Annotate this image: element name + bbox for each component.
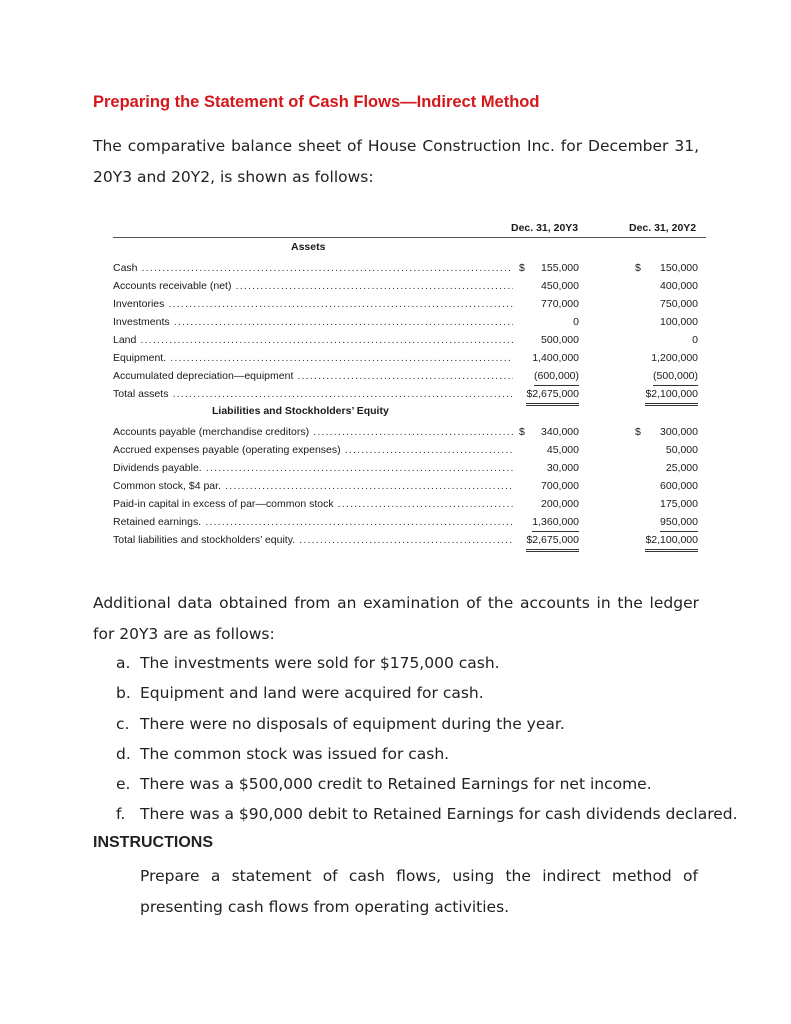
instructions-heading: INSTRUCTIONS (93, 834, 213, 851)
value-20y3: 450,000 (541, 280, 579, 292)
value-20y3: $2,675,000 (526, 531, 579, 552)
row-label: Investments ..... (113, 313, 513, 331)
list-item (93, 678, 738, 708)
table-row (113, 367, 706, 385)
list-item-letter: e. (116, 775, 131, 794)
list-item (93, 769, 738, 799)
value-20y2: 300,000 (660, 426, 698, 438)
currency-symbol: $ (519, 426, 525, 438)
value-20y3: (600,000) (534, 367, 579, 386)
row-label: Equipment. ..... (113, 349, 513, 367)
list-item-text: There were no disposals of equipment during the year. (140, 714, 565, 733)
row-label: Total assets ..... (113, 385, 513, 403)
table-row (113, 259, 706, 277)
table-row (113, 441, 706, 459)
value-20y2: (500,000) (653, 367, 698, 386)
table-row (113, 349, 706, 367)
value-20y2: 0 (692, 334, 698, 346)
additional-data-paragraph: Additional data obtained from an examination of the accounts in the ledger for 20Y3 are as follows: (93, 594, 699, 643)
table-row (113, 295, 706, 313)
column-header-20y3: Dec. 31, 20Y3 (511, 222, 579, 234)
row-label: Dividends payable. ..... (113, 459, 513, 477)
list-item (93, 799, 738, 829)
table-row (113, 313, 706, 331)
row-label: Accounts payable (merchandise creditors) ..... (113, 423, 513, 441)
row-label: Accounts receivable (net) ..... (113, 277, 513, 295)
currency-symbol: $ (519, 262, 525, 274)
intro-paragraph: The comparative balance sheet of House Construction Inc. for December 31, 20Y3 and 20Y2, is shown as follows: (93, 137, 699, 186)
value-20y3: 45,000 (546, 444, 579, 456)
list-item-letter: a. (116, 654, 131, 672)
list-item-text: The common stock was issued for cash. (140, 744, 450, 763)
row-label: Common stock, $4 par. ..... (113, 477, 513, 495)
value-20y3: 1,360,000 (532, 513, 579, 532)
list-item-letter: f. (116, 805, 126, 824)
table-row (113, 495, 706, 513)
value-20y3: 700,000 (541, 480, 579, 492)
list-item (93, 648, 738, 678)
list-item (93, 739, 738, 769)
value-20y2: 100,000 (660, 316, 698, 328)
additional-data-list (93, 648, 738, 830)
list-item (93, 709, 738, 739)
value-20y2: 175,000 (660, 498, 698, 510)
value-20y3: 155,000 (541, 262, 579, 274)
page-title: Preparing the Statement of Cash Flows—Indirect Method (93, 93, 540, 111)
value-20y3: 30,000 (546, 462, 579, 474)
row-label: Land ..... (113, 331, 513, 349)
list-item-letter: d. (116, 744, 131, 763)
row-label: Accrued expenses payable (operating expenses) ..... (113, 441, 513, 459)
list-item-text: There was a $90,000 debit to Retained Earnings for cash dividends declared. (140, 805, 738, 824)
table-row (113, 477, 706, 495)
row-label: Total liabilities and stockholders’ equity. ..... (113, 531, 513, 549)
value-20y3: 0 (573, 316, 579, 328)
value-20y3: 200,000 (541, 498, 579, 510)
liabilities-section-header: Liabilities and Stockholders’ Equity (212, 405, 389, 417)
assets-section-header: Assets (291, 241, 326, 253)
table-row (113, 331, 706, 349)
column-header-20y2: Dec. 31, 20Y2 (629, 222, 697, 234)
list-item-text: There was a $500,000 credit to Retained Earnings for net income. (140, 775, 652, 794)
value-20y3: $2,675,000 (526, 385, 579, 406)
list-item-text: The investments were sold for $175,000 cash. (140, 654, 500, 672)
value-20y3: 1,400,000 (532, 352, 579, 364)
row-label: Cash ..... (113, 259, 513, 277)
value-20y2: 50,000 (665, 444, 698, 456)
table-row (113, 423, 706, 441)
list-item-letter: c. (116, 714, 130, 733)
table-row (113, 277, 706, 295)
value-20y2: 25,000 (665, 462, 698, 474)
instructions-text: Prepare a statement of cash flows, using the indirect method of presenting cash flows from operating activities. (140, 867, 698, 916)
value-20y2: 400,000 (660, 280, 698, 292)
value-20y2: 1,200,000 (651, 352, 698, 364)
list-item-text: Equipment and land were acquired for cash. (140, 684, 484, 703)
value-20y3: 770,000 (541, 298, 579, 310)
row-label: Inventories ..... (113, 295, 513, 313)
value-20y2: 150,000 (660, 262, 698, 274)
value-20y2: 750,000 (660, 298, 698, 310)
value-20y2: 600,000 (660, 480, 698, 492)
value-20y3: 340,000 (541, 426, 579, 438)
table-row (113, 513, 706, 531)
value-20y2: $2,100,000 (645, 385, 698, 406)
table-row-total (113, 385, 706, 403)
table-row (113, 459, 706, 477)
value-20y2: $2,100,000 (645, 531, 698, 552)
row-label: Paid-in capital in excess of par—common stock ..... (113, 495, 513, 513)
value-20y3: 500,000 (541, 334, 579, 346)
list-item-letter: b. (116, 684, 131, 703)
row-label: Retained earnings. ..... (113, 513, 513, 531)
value-20y2: 950,000 (660, 513, 698, 532)
header-rule (113, 237, 706, 238)
currency-symbol: $ (635, 262, 641, 274)
currency-symbol: $ (635, 426, 641, 438)
table-row-total (113, 531, 706, 549)
row-label: Accumulated depreciation—equipment ..... (113, 367, 513, 385)
